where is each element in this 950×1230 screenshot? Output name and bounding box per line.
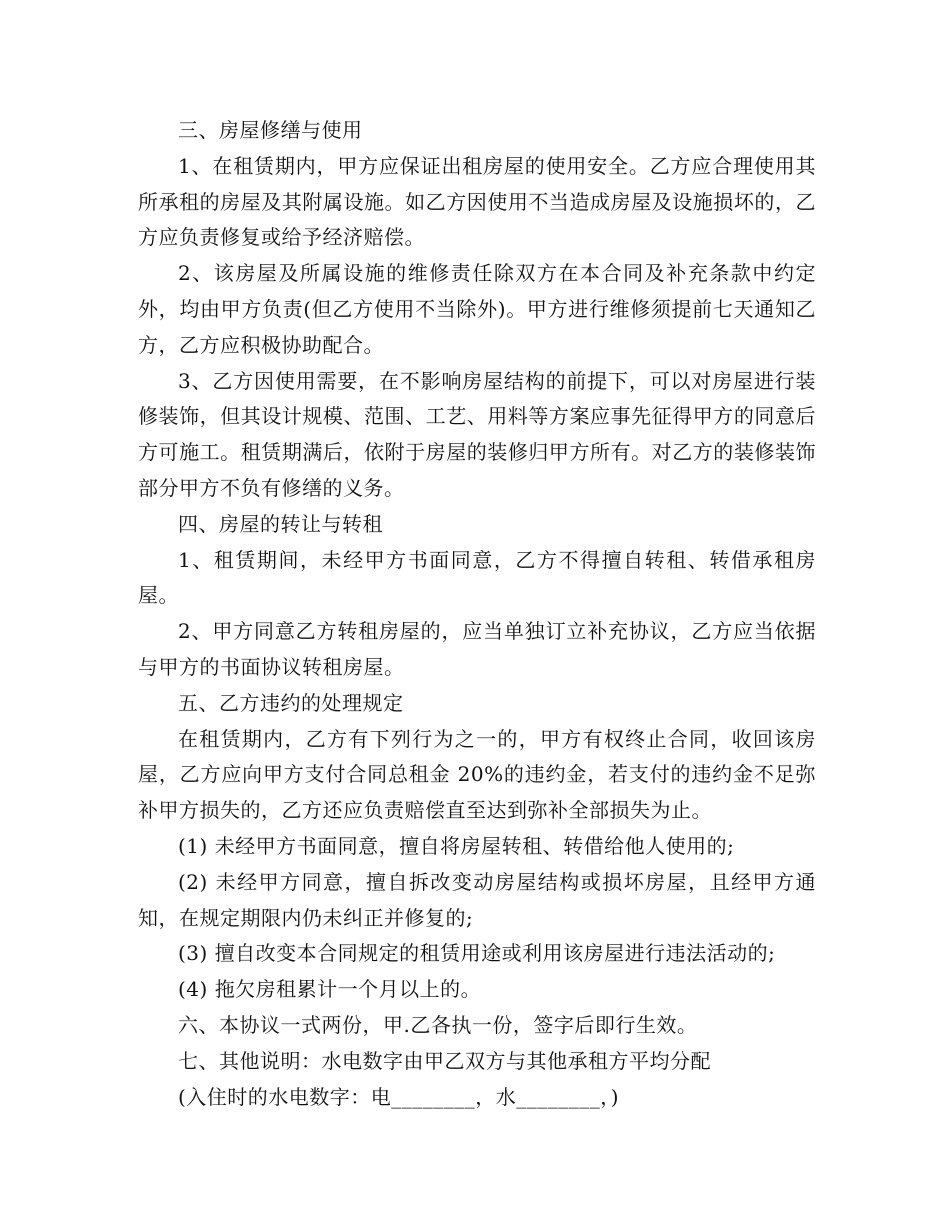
clause-breach-item-2: (2) 未经甲方同意，擅自拆改变动房屋结构或损坏房屋，且经甲方通知，在规定期限内仍未纠正并修复的; [138, 869, 816, 930]
clause-transfer-2: 2、甲方同意乙方转租房屋的，应当单独订立补充协议，乙方应当依据与甲方的书面协议转租房屋。 [138, 619, 816, 679]
document-body [138, 113, 816, 1115]
clause-breach-item-3: (3) 擅自改变本合同规定的租赁用途或利用该房屋进行违法活动的; [178, 941, 776, 966]
clause-repair-3: 3、乙方因使用需要，在不影响房屋结构的前提下，可以对房屋进行装修装饰，但其设计规模、范围、工艺、用料等方案应事先征得甲方的同意后方可施工。租赁期满后，依附于房屋的装修归甲方所有。对乙方的装修装饰部分甲方不负有修缮的义务。 [138, 368, 816, 500]
section-other-notes: 七、其他说明：水电数字由甲乙双方与其他承租方平均分配 [178, 1048, 711, 1073]
clause-repair-1: 1、在租赁期内，甲方应保证出租房屋的使用安全。乙方应合理使用其所承租的房屋及其附属设施。如乙方因使用不当造成房屋及设施损坏的，乙方应负责修复或给予经济赔偿。 [138, 153, 816, 250]
section-copies: 六、本协议一式两份，甲.乙各执一份，签字后即行生效。 [178, 1012, 698, 1037]
clause-breach-item-1: (1) 未经甲方书面同意，擅自将房屋转租、转借给他人使用的; [178, 833, 735, 858]
clause-repair-2: 2、该房屋及所属设施的维修责任除双方在本合同及补充条款中约定外，均由甲方负责(但乙方使用不当除外)。甲方进行维修须提前七天通知乙方，乙方应积极协助配合。 [138, 261, 816, 357]
utility-reading-line: (入住时的水电数字：电________，水________，) [178, 1084, 620, 1109]
clause-breach-item-4: (4) 拖欠房租累计一个月以上的。 [178, 977, 482, 1002]
clause-transfer-1: 1、租赁期间，未经甲方书面同意，乙方不得擅自转租、转借承租房屋。 [138, 547, 816, 608]
section-heading-transfer: 四、房屋的转让与转租 [178, 511, 383, 536]
section-heading-repair: 三、房屋修缮与使用 [178, 118, 363, 142]
section-heading-breach: 五、乙方违约的处理规定 [178, 690, 404, 715]
clause-breach-intro: 在租赁期内，乙方有下列行为之一的，甲方有权终止合同，收回该房屋，乙方应向甲方支付合同总租金 20%的违约金，若支付的违约金不足弥补甲方损失的，乙方还应负责赔偿直至达到弥补全部损失为止。 [138, 726, 816, 823]
